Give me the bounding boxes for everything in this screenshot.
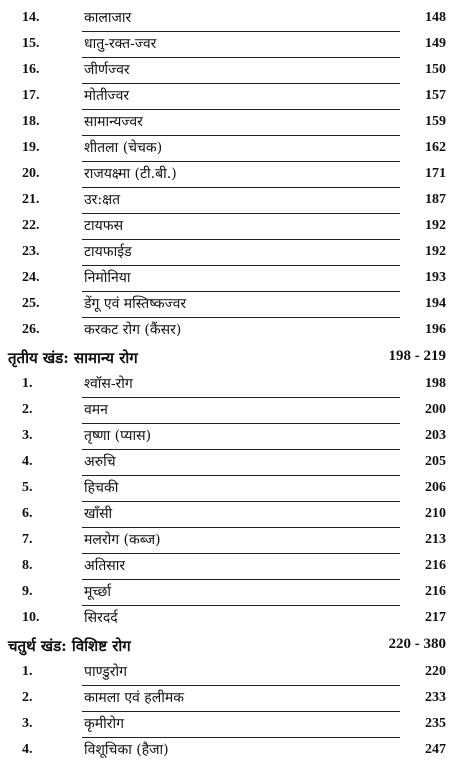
toc-row bbox=[0, 214, 460, 240]
entry-title: टायफस bbox=[84, 218, 124, 234]
entry-title: शीतला (चेचक) bbox=[84, 140, 163, 156]
entry-page: 192 bbox=[425, 244, 446, 259]
entry-page: 159 bbox=[425, 114, 446, 129]
entry-title: श्वॉस-रोग bbox=[84, 376, 133, 392]
toc-row bbox=[0, 398, 460, 424]
entry-number: 4. bbox=[22, 454, 33, 469]
toc-row bbox=[0, 686, 460, 712]
toc-row bbox=[0, 450, 460, 476]
entry-title: खाँसी bbox=[84, 506, 113, 522]
entry-title: टायफाईड bbox=[84, 244, 132, 260]
entry-page: 171 bbox=[425, 166, 446, 181]
entry-page: 210 bbox=[425, 506, 446, 521]
entry-page: 217 bbox=[425, 610, 446, 625]
toc-row bbox=[0, 738, 460, 764]
entry-number: 7. bbox=[22, 532, 33, 547]
entry-page: 216 bbox=[425, 558, 446, 573]
entry-page: 200 bbox=[425, 402, 446, 417]
toc-row bbox=[0, 32, 460, 58]
toc-row bbox=[0, 136, 460, 162]
entry-title: पाण्डुरोग bbox=[84, 664, 127, 680]
entry-number: 20. bbox=[22, 166, 40, 181]
entry-page: 235 bbox=[425, 716, 446, 731]
entry-number: 16. bbox=[22, 62, 40, 77]
entry-title: सामान्यज्वर bbox=[84, 114, 143, 130]
entry-number: 1. bbox=[22, 376, 33, 391]
entry-number: 26. bbox=[22, 322, 40, 337]
section-heading bbox=[8, 633, 452, 659]
toc-row bbox=[0, 6, 460, 32]
entry-page: 157 bbox=[425, 88, 446, 103]
entry-title: विशूचिका (हैजा) bbox=[84, 742, 169, 758]
entry-title: सिरदर्द bbox=[84, 610, 118, 626]
entry-number: 22. bbox=[22, 218, 40, 233]
entry-number: 19. bbox=[22, 140, 40, 155]
entry-number: 25. bbox=[22, 296, 40, 311]
toc-row bbox=[0, 188, 460, 214]
entry-number: 15. bbox=[22, 36, 40, 51]
entry-number: 1. bbox=[22, 664, 33, 679]
entry-page: 203 bbox=[425, 428, 446, 443]
toc-row bbox=[0, 162, 460, 188]
entry-title: मूर्च्छा bbox=[84, 584, 111, 600]
toc-row bbox=[0, 580, 460, 606]
toc-row bbox=[0, 554, 460, 580]
entry-title: कालाजार bbox=[84, 10, 132, 26]
entry-page: 150 bbox=[425, 62, 446, 77]
entry-number: 24. bbox=[22, 270, 40, 285]
entry-number: 9. bbox=[22, 584, 33, 599]
entry-page: 213 bbox=[425, 532, 446, 547]
entry-number: 8. bbox=[22, 558, 33, 573]
entry-page: 193 bbox=[425, 270, 446, 285]
entry-number: 4. bbox=[22, 742, 33, 757]
toc-row bbox=[0, 110, 460, 136]
entry-page: 216 bbox=[425, 584, 446, 599]
entry-number: 3. bbox=[22, 716, 33, 731]
entry-page: 220 bbox=[425, 664, 446, 679]
toc-row bbox=[0, 424, 460, 450]
toc-row bbox=[0, 58, 460, 84]
entry-number: 21. bbox=[22, 192, 40, 207]
entry-title: राजयक्ष्मा (टी.बी.) bbox=[84, 166, 177, 182]
entry-title: कृमीरोग bbox=[84, 716, 124, 732]
entry-number: 23. bbox=[22, 244, 40, 259]
entry-title: उर:क्षत bbox=[84, 192, 121, 208]
entry-page: 148 bbox=[425, 10, 446, 25]
entry-title: कामला एवं हलीमक bbox=[84, 690, 184, 706]
toc-row bbox=[0, 606, 460, 632]
toc-row bbox=[0, 84, 460, 110]
entry-page: 162 bbox=[425, 140, 446, 155]
entry-page: 192 bbox=[425, 218, 446, 233]
entry-page: 233 bbox=[425, 690, 446, 705]
entry-title: करकट रोग (कैंसर) bbox=[84, 322, 182, 338]
toc-row bbox=[0, 318, 460, 344]
section-page-range: 198 - 219 bbox=[388, 348, 446, 364]
entry-title: हिचकी bbox=[84, 480, 119, 496]
entry-page: 196 bbox=[425, 322, 446, 337]
toc-row bbox=[0, 292, 460, 318]
entry-page: 206 bbox=[425, 480, 446, 495]
entry-number: 10. bbox=[22, 610, 40, 625]
entry-page: 194 bbox=[425, 296, 446, 311]
entry-page: 247 bbox=[425, 742, 446, 757]
entry-page: 205 bbox=[425, 454, 446, 469]
entry-title: वमन bbox=[84, 402, 108, 418]
toc-row bbox=[0, 660, 460, 686]
entry-number: 6. bbox=[22, 506, 33, 521]
entry-title: मोतीज्वर bbox=[84, 88, 130, 104]
entry-number: 5. bbox=[22, 480, 33, 495]
toc-row bbox=[0, 712, 460, 738]
toc-row bbox=[0, 502, 460, 528]
section-heading bbox=[8, 345, 452, 371]
entry-page: 198 bbox=[425, 376, 446, 391]
toc-row bbox=[0, 528, 460, 554]
entry-title: जीर्णज्वर bbox=[84, 62, 130, 78]
entry-title: तृष्णा (प्यास) bbox=[84, 428, 152, 444]
entry-number: 14. bbox=[22, 10, 40, 25]
entry-page: 149 bbox=[425, 36, 446, 51]
section-page-range: 220 - 380 bbox=[388, 636, 446, 652]
section-title: तृतीय खंड: सामान्य रोग bbox=[8, 349, 138, 367]
entry-title: डेंगू एवं मस्तिष्कज्वर bbox=[84, 296, 187, 312]
toc-row bbox=[0, 266, 460, 292]
entry-number: 18. bbox=[22, 114, 40, 129]
entry-title: धातु-रक्त-ज्वर bbox=[84, 36, 157, 52]
section-title: चतुर्थ खंड: विशिष्ट रोग bbox=[8, 637, 131, 655]
entry-number: 3. bbox=[22, 428, 33, 443]
toc-row bbox=[0, 240, 460, 266]
entry-number: 17. bbox=[22, 88, 40, 103]
entry-title: अरुचि bbox=[84, 454, 116, 470]
entry-number: 2. bbox=[22, 690, 33, 705]
entry-title: निमोनिया bbox=[84, 270, 131, 286]
entry-number: 2. bbox=[22, 402, 33, 417]
toc-row bbox=[0, 476, 460, 502]
entry-title: मलरोग (कब्ज) bbox=[84, 532, 161, 548]
toc-row bbox=[0, 372, 460, 398]
entry-title: अतिसार bbox=[84, 558, 126, 574]
entry-page: 187 bbox=[425, 192, 446, 207]
